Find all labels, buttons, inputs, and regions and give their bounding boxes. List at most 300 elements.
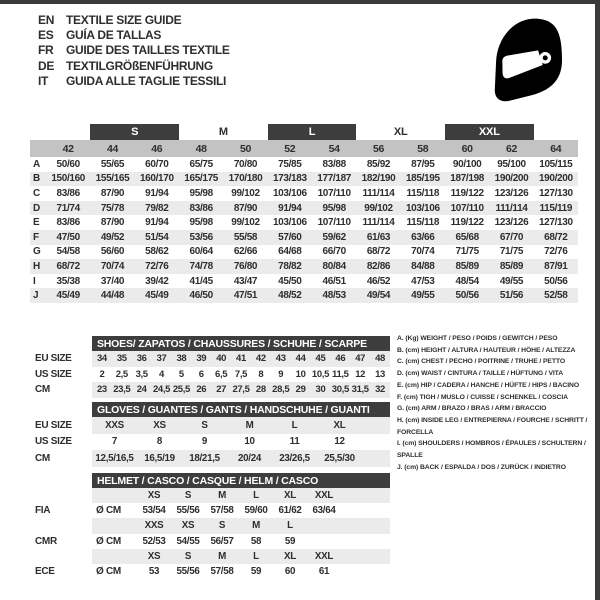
measurement-value: 115/119 — [539, 202, 573, 214]
helmet-size-label: XS — [137, 549, 171, 564]
measurement-value: 49/55 — [411, 290, 435, 302]
cm-value: 32 — [370, 382, 390, 398]
measurement-row — [30, 274, 578, 289]
gloves-cm-row — [30, 450, 390, 467]
measurement-letter: A — [33, 158, 40, 170]
measurement-value: 173/183 — [272, 173, 307, 185]
filler — [341, 549, 390, 564]
diameter-label: Ø CM — [96, 535, 121, 547]
language-title-row — [38, 28, 230, 43]
helmet-circumference-value: 59 — [250, 566, 262, 578]
shoes-title: SHOES/ ZAPATOS / CHAUSSURES / SCHUHE / SCARPE — [92, 336, 390, 351]
filler — [362, 434, 390, 451]
helmet-size-label: XS — [171, 518, 205, 533]
measurement-value: 68/72 — [366, 246, 391, 258]
cm-value: 23,5 — [112, 382, 132, 398]
eu-size-value: 36 — [132, 351, 152, 367]
measurement-value: 67/70 — [499, 231, 524, 243]
helmet-circumference-value: 54/55 — [176, 535, 200, 547]
helmet-size-label: S — [205, 518, 239, 533]
measurement-value: 111/114 — [362, 217, 395, 229]
filler — [362, 417, 390, 434]
measurement-value: 43/47 — [233, 275, 258, 287]
measurement-value: 95/98 — [189, 187, 213, 199]
measurement-value: 107/110 — [450, 202, 484, 214]
measurement-value: 155/165 — [95, 173, 130, 185]
guide-title: TEXTILE SIZE GUIDE — [66, 13, 182, 27]
measurement-value: 46/52 — [366, 275, 391, 287]
size-header-row — [30, 140, 578, 157]
legend-item: F. (cm) TIGH / MUSLO / CUISSE / SCHENKEL / COSCIA — [397, 393, 568, 401]
legend-item: H. (cm) INSIDE LEG / ENTREPIERNA / FOURCHE / SCHRITT / FORCELLA — [397, 416, 588, 436]
us-size-label: US SIZE — [35, 368, 72, 380]
measurement-value: 70/80 — [233, 158, 258, 170]
measurement-legend — [397, 333, 594, 473]
cm-label: CM — [35, 384, 50, 396]
diameter-spacer — [92, 549, 137, 564]
filler — [341, 564, 390, 579]
us-size-value: 4 — [159, 368, 164, 380]
measurement-value: 103/106 — [405, 202, 440, 214]
measurement-value: 190/200 — [538, 173, 573, 185]
measurement-value: 127/130 — [538, 217, 573, 229]
helmet-size-label: M — [205, 488, 239, 503]
standard-label: CMR — [35, 535, 57, 547]
measurement-value: 47/50 — [56, 231, 80, 243]
glove-value: M — [227, 417, 272, 434]
measurement-value: 83/86 — [189, 202, 213, 214]
measurement-value: 87/91 — [544, 260, 568, 272]
filler — [341, 503, 390, 518]
diameter-spacer — [92, 488, 137, 503]
filler — [341, 488, 390, 503]
measurement-value: 187/198 — [450, 173, 484, 185]
language-code: IT — [38, 73, 49, 88]
helmet-circumference-value: 53 — [148, 566, 160, 578]
measurement-value: 127/130 — [538, 187, 573, 199]
helmet-header-row — [30, 473, 390, 488]
measurement-value: 87/90 — [100, 187, 125, 199]
helmet-standard-row — [30, 503, 390, 518]
diameter-label: Ø CM — [96, 566, 121, 578]
helmet-size-label: L — [239, 549, 273, 564]
legend-item: A. (Kg) WEIGHT / PESO / POIDS / GEWITCH / PESO — [397, 335, 558, 342]
glove-value: 12,5/16,5 — [92, 450, 137, 467]
measurement-value: 68/72 — [56, 260, 80, 272]
us-size-value: 13 — [375, 368, 385, 380]
measurement-value: 64/68 — [278, 246, 302, 258]
helmet-circumference-value: 63/64 — [312, 505, 336, 517]
size-band-label: M — [218, 126, 228, 138]
measurement-value: 47/53 — [411, 275, 435, 287]
measurement-value: 47/51 — [233, 290, 258, 302]
measurement-value: 63/66 — [411, 231, 435, 243]
measurement-value: 103/106 — [272, 187, 307, 199]
measurement-letter: I — [33, 275, 36, 287]
size-number: 62 — [505, 142, 518, 155]
measurement-value: 44/48 — [100, 290, 125, 302]
helmet-size-label: S — [171, 488, 205, 503]
helmet-title: HELMET / CASCO / CASQUE / HELM / CASCO — [92, 473, 390, 489]
glove-value: 10 — [244, 436, 255, 448]
legend-item: C. (cm) CHEST / PECHO / POITRINE / TRUHE / PETTO — [397, 358, 566, 366]
measurement-value: 48/54 — [455, 275, 479, 287]
measurement-value: 111/114 — [362, 187, 395, 199]
eu-size-label: EU SIZE — [35, 353, 72, 365]
measurement-value: 41/45 — [189, 275, 213, 287]
measurement-value: 59/62 — [322, 231, 346, 243]
filler — [341, 534, 390, 549]
measurement-value: 182/190 — [361, 173, 396, 185]
measurement-value: 103/106 — [272, 217, 307, 229]
eu-size-value: 39 — [191, 351, 211, 367]
helmet-circumference-value: 55/56 — [176, 505, 200, 517]
helmet-size-label: L — [239, 488, 273, 503]
measurement-value: 61/63 — [366, 231, 391, 243]
us-size-value: 9 — [278, 368, 284, 380]
measurement-value: 95/100 — [497, 158, 526, 170]
size-number: 42 — [62, 142, 74, 155]
measurement-value: 72/76 — [145, 260, 169, 272]
helmet-circumference-value: 52/53 — [142, 535, 166, 547]
shoes-size-table — [30, 336, 390, 398]
measurement-value: 48/53 — [322, 290, 346, 302]
language-title-row — [38, 59, 230, 74]
glove-value: 12 — [334, 436, 345, 448]
measurement-value: 39/42 — [145, 275, 169, 287]
measurement-value: 49/54 — [366, 290, 391, 302]
guide-title: GUÍA DE TALLAS — [66, 28, 162, 43]
us-size-value: 6 — [198, 368, 204, 380]
measurement-value: 51/54 — [145, 231, 169, 243]
glove-value: 9 — [201, 436, 208, 448]
eu-size-value: 38 — [171, 351, 191, 367]
helmet-size-label: XXL — [307, 549, 341, 564]
language-title-row — [38, 74, 230, 89]
helmet-circumference-value: 61/62 — [278, 505, 302, 517]
measurement-letter: J — [33, 290, 39, 302]
helmet-size-label: XXS — [137, 518, 171, 533]
shoes-cm-row — [30, 382, 390, 398]
eu-size-value: 37 — [152, 351, 172, 367]
helmet-sizes-row — [30, 488, 390, 503]
eu-size-value: 44 — [291, 351, 311, 367]
us-size-value: 12 — [355, 368, 366, 380]
eu-size-value: 48 — [370, 351, 390, 367]
measurement-row — [30, 245, 578, 260]
measurement-letter: H — [33, 260, 40, 272]
measurement-value: 85/89 — [455, 260, 479, 272]
size-number: 50 — [239, 142, 252, 155]
measurement-value: 91/94 — [145, 217, 169, 229]
eu-size-value: 42 — [251, 351, 271, 367]
measurement-row — [30, 172, 578, 187]
glove-value: S — [182, 417, 227, 434]
measurement-value: 82/86 — [366, 260, 391, 272]
cm-value: 30,5 — [330, 382, 350, 398]
measurement-value: 76/80 — [233, 260, 258, 272]
size-band-row — [30, 124, 578, 140]
measurement-value: 185/195 — [405, 173, 440, 185]
eu-size-value: 46 — [330, 351, 350, 367]
measurement-value: 115/118 — [406, 217, 440, 229]
measurement-value: 87/95 — [411, 158, 435, 170]
glove-value: L — [272, 417, 317, 434]
measurement-value: 52/58 — [544, 290, 568, 302]
measurement-value: 45/49 — [56, 290, 80, 302]
measurement-value: 79/82 — [145, 202, 169, 214]
measurement-value: 71/74 — [56, 202, 80, 214]
size-number: 60 — [461, 142, 473, 155]
helmet-circumference-value: 59 — [284, 535, 296, 547]
measurement-value: 123/126 — [494, 187, 529, 199]
helmet-size-label: XS — [137, 488, 171, 503]
language-code: DE — [38, 58, 55, 73]
legend-item: B. (cm) HEIGHT / ALTURA / HAUTEUR / HÖHE / ALTEZZA — [397, 346, 576, 354]
helmet-circumference-value: 59/60 — [244, 505, 268, 517]
size-number: 52 — [284, 142, 296, 155]
measurement-row — [30, 201, 578, 216]
helmet-circumference-value: 53/54 — [142, 505, 166, 517]
size-number: 58 — [417, 142, 429, 155]
top-border-line — [0, 0, 600, 4]
gloves-eu-row — [30, 417, 390, 434]
measurement-letter: B — [33, 173, 40, 185]
eu-size-value: 34 — [92, 351, 112, 367]
diameter-spacer — [92, 518, 137, 533]
right-border-line — [595, 0, 600, 600]
measurement-value: 87/90 — [100, 217, 125, 229]
gloves-header-row — [30, 402, 390, 417]
eu-size-value: 43 — [271, 351, 291, 367]
title-block — [38, 13, 230, 89]
eu-size-value: 47 — [350, 351, 370, 367]
shoes-eu-row — [30, 351, 390, 367]
helmet-circumference-value: 57/58 — [210, 505, 234, 517]
measurement-value: 55/65 — [100, 158, 125, 170]
cm-value: 23 — [92, 382, 112, 398]
measurement-value: 46/50 — [189, 290, 213, 302]
measurement-value: 165/175 — [184, 173, 218, 185]
measurement-value: 65/68 — [455, 231, 479, 243]
helmet-size-label: XL — [273, 549, 307, 564]
measurement-letter: G — [33, 246, 41, 258]
language-code: ES — [38, 28, 54, 43]
measurement-value: 95/98 — [322, 202, 346, 214]
measurement-letter: F — [33, 231, 39, 243]
measurement-value: 35/38 — [56, 275, 80, 287]
eu-size-label: EU SIZE — [35, 419, 72, 431]
cm-value: 28,5 — [271, 382, 291, 398]
cm-value: 28 — [251, 382, 271, 398]
legend-item: J. (cm) BACK / ESPALDA / DOS / ZURÜCK / INDIETRO — [397, 463, 566, 471]
measurement-value: 72/76 — [544, 246, 568, 258]
us-size-value: 3,5 — [135, 368, 148, 380]
measurement-row — [30, 230, 578, 245]
measurement-letter: D — [33, 202, 40, 214]
measurement-value: 70/74 — [100, 260, 125, 272]
measurement-value: 50/56 — [544, 275, 568, 287]
us-size-value: 7,5 — [234, 368, 248, 380]
size-number: 54 — [328, 142, 340, 155]
cm-value: 24 — [132, 382, 152, 398]
measurement-value: 65/75 — [189, 158, 213, 170]
measurement-value: 99/102 — [231, 187, 260, 199]
helmet-circumference-value: 55/56 — [176, 566, 200, 578]
helmet-size-label: M — [239, 518, 273, 533]
measurement-value: 50/60 — [56, 158, 80, 170]
legend-item: I. (cm) SHOULDERS / HOMBROS / ÉPAULES / SCHULTERN / SPALLE — [397, 440, 586, 460]
language-code: EN — [38, 13, 55, 27]
textile-size-table — [30, 124, 578, 303]
legend-item: E. (cm) HIP / CADERA / HANCHE / HÜFTE / HIPS / BACINO — [397, 381, 580, 389]
cm-value: 29 — [291, 382, 311, 398]
measurement-value: 51/56 — [499, 290, 524, 302]
cm-value: 27 — [211, 382, 231, 398]
measurement-value: 58/62 — [145, 246, 169, 258]
helmet-standard-row — [30, 534, 390, 549]
us-size-value: 5 — [178, 368, 184, 380]
measurement-value: 54/58 — [56, 246, 80, 258]
us-size-value: 11,5 — [332, 368, 349, 380]
diameter-label: Ø CM — [96, 505, 121, 517]
measurement-value: 91/94 — [278, 202, 302, 214]
measurement-value: 60/70 — [145, 158, 169, 170]
helmet-size-label: M — [205, 549, 239, 564]
glove-value: XL — [317, 417, 362, 434]
measurement-value: 49/55 — [499, 275, 524, 287]
size-band-label: L — [268, 124, 357, 140]
filler — [341, 518, 390, 533]
size-number: 44 — [106, 142, 119, 155]
legend-item: G. (cm) ARM / BRAZO / BRAS / ARM / BRACCIO — [397, 405, 547, 413]
measurement-value: 83/88 — [322, 158, 346, 170]
gloves-us-row — [30, 434, 390, 451]
shoes-header-row — [30, 336, 390, 351]
cm-value: 26 — [191, 382, 211, 398]
eu-size-value: 40 — [211, 351, 231, 367]
measurement-value: 71/75 — [499, 246, 524, 258]
guide-title: GUIDA ALLE TAGLIE TESSILI — [66, 73, 227, 88]
size-number: 56 — [372, 142, 385, 155]
measurement-value: 115/118 — [406, 187, 440, 199]
measurement-value: 85/89 — [499, 260, 524, 272]
size-number: 64 — [550, 142, 562, 155]
measurement-value: 53/56 — [189, 231, 213, 243]
glove-value: 23/26,5 — [272, 450, 317, 467]
us-size-value: 10 — [295, 368, 306, 380]
measurement-value: 46/51 — [322, 275, 346, 287]
language-code: FR — [38, 43, 54, 58]
measurement-value: 70/74 — [411, 246, 435, 258]
measurement-value: 83/86 — [56, 187, 80, 199]
measurement-value: 68/72 — [544, 231, 568, 243]
eu-size-value: 45 — [311, 351, 331, 367]
helmet-size-label: XL — [273, 488, 307, 503]
glove-value: XXS — [92, 417, 137, 434]
helmet-size-label: XXL — [307, 488, 341, 503]
filler — [362, 450, 390, 467]
helmet-circumference-value: 58 — [250, 535, 262, 547]
size-band-label: S — [90, 124, 179, 140]
measurement-value: 119/122 — [450, 217, 484, 229]
eu-size-value: 35 — [112, 351, 132, 367]
helmet-size-table — [30, 473, 390, 579]
us-size-value: 6,5 — [215, 368, 228, 380]
size-band-label: XXL — [445, 124, 534, 140]
measurement-value: 49/52 — [100, 231, 125, 243]
cm-value: 30 — [311, 382, 331, 398]
us-size-value: 2,5 — [115, 368, 128, 380]
language-title-row — [38, 13, 230, 28]
guide-title: TEXTILGRÖßENFÜHRUNG — [66, 58, 213, 73]
helmet-sizes-row — [30, 549, 390, 564]
measurement-value: 107/110 — [317, 187, 351, 199]
measurement-value: 95/98 — [189, 217, 213, 229]
measurement-value: 83/86 — [56, 217, 80, 229]
measurement-row — [30, 259, 578, 274]
glove-value: 20/24 — [227, 450, 272, 467]
size-number: 48 — [195, 142, 207, 155]
measurement-value: 91/94 — [145, 187, 169, 199]
gloves-size-table — [30, 402, 390, 467]
measurement-value: 45/49 — [145, 290, 169, 302]
measurement-value: 170/180 — [228, 173, 263, 185]
helmet-size-label — [307, 518, 341, 533]
measurement-value: 80/84 — [322, 260, 346, 272]
measurement-value: 99/102 — [231, 217, 260, 229]
glove-value: 16,5/19 — [137, 450, 182, 467]
measurement-value: 62/66 — [233, 246, 258, 258]
measurement-value: 107/110 — [317, 217, 351, 229]
us-size-value: 2 — [99, 368, 105, 380]
measurement-value: 56/60 — [100, 246, 125, 258]
cm-value: 25,5 — [171, 382, 191, 398]
measurement-value: 105/115 — [539, 158, 573, 170]
helmet-circumference-value: 61 — [318, 566, 330, 578]
measurement-value: 111/114 — [495, 202, 528, 214]
helmet-icon — [486, 12, 570, 108]
shoes-us-row — [30, 367, 390, 383]
glove-value: 8 — [156, 436, 163, 448]
measurement-value: 123/126 — [494, 217, 529, 229]
measurement-value: 150/160 — [51, 173, 86, 185]
measurement-letter: E — [33, 217, 40, 229]
measurement-value: 84/88 — [411, 260, 435, 272]
measurement-row — [30, 288, 578, 303]
helmet-size-label: L — [273, 518, 307, 533]
cm-value: 27,5 — [231, 382, 251, 398]
glove-value: 18/21,5 — [182, 450, 227, 467]
measurement-value: 50/56 — [455, 290, 479, 302]
measurement-value: 37/40 — [100, 275, 125, 287]
us-size-value: 8 — [258, 368, 264, 380]
helmet-icon-svg — [486, 12, 570, 108]
measurement-value: 177/187 — [317, 173, 351, 185]
measurement-value: 87/90 — [233, 202, 258, 214]
eu-size-value: 41 — [231, 351, 251, 367]
measurement-value: 119/122 — [450, 187, 484, 199]
us-size-value: 10,5 — [311, 368, 329, 380]
measurement-value: 85/92 — [366, 158, 391, 170]
cm-value: 31,5 — [350, 382, 370, 398]
helmet-sizes-row — [30, 518, 390, 533]
measurement-value: 190/200 — [494, 173, 529, 185]
gloves-title: GLOVES / GUANTES / GANTS / HANDSCHUHE / GUANTI — [92, 402, 390, 417]
measurement-value: 75/85 — [278, 158, 302, 170]
measurement-value: 45/50 — [278, 275, 302, 287]
guide-title: GUIDE DES TAILLES TEXTILE — [66, 43, 230, 58]
